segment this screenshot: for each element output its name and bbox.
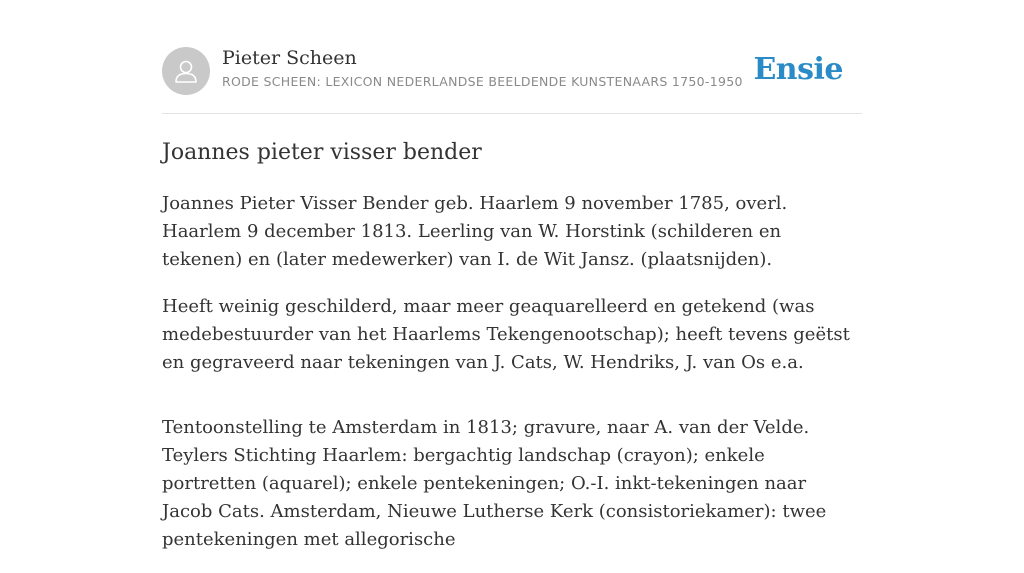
paragraph: Tentoonstelling te Amsterdam in 1813; gravure, naar A. van der Velde. Teylers Stichting Haarlem: bergachtig landschap (crayon); enkele portretten (aquarel); enkele pentekeningen; O.-I. inkt-tekeningen naar Jacob Cats. Amsterdam, Nieuwe Lutherse Kerk (consistoriekamer): twee pentekeningen met allegorische [162,417,827,550]
source-label[interactable]: RODE SCHEEN: LEXICON NEDERLANDSE BEELDENDE KUNSTENAARS 1750-1950 [222,74,743,89]
paragraph: Joannes Pieter Visser Bender geb. Haarlem 9 november 1785, overl. Haarlem 9 december 1813. Leerling van W. Horstink (schilderen en tekenen) en (later medewerker) van I. de Wit Jansz. (plaatsnijden). [162,193,788,270]
ensie-logo[interactable]: Ensie [753,52,843,87]
article-body [162,190,862,573]
header-divider [162,113,862,114]
user-icon [172,57,200,85]
article-header [162,46,862,96]
paragraph: Heeft weinig geschilderd, maar meer geaquarelleerd en getekend (was medebestuurder van het Haarlems Tekengenootschap); heeft tevens geëtst en gegraveerd naar tekeningen van J. Cats, W. Hendriks, J. van Os e.a. [162,296,850,373]
avatar[interactable] [162,47,210,95]
article-title: Joannes pieter visser bender [162,140,482,165]
author-name[interactable]: Pieter Scheen [222,47,357,69]
